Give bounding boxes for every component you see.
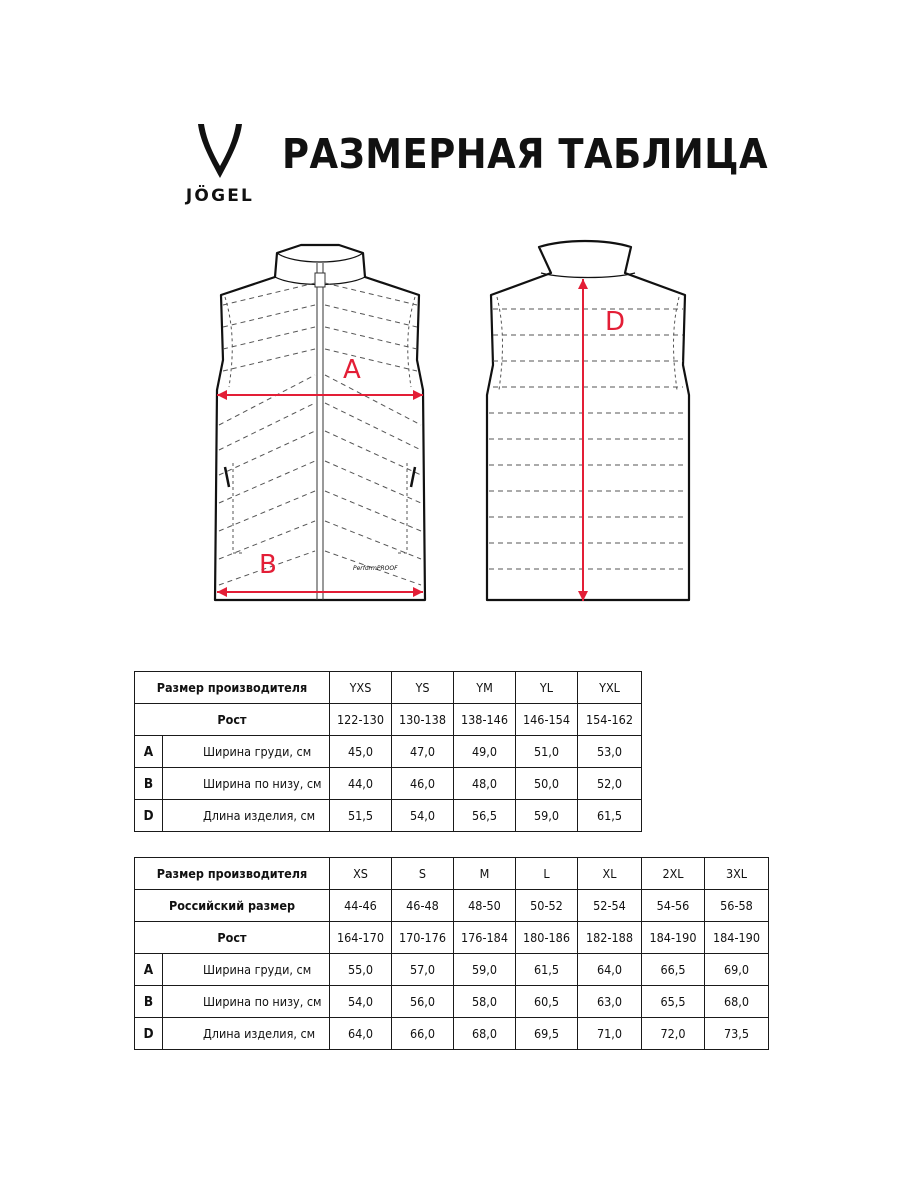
table-row xyxy=(135,986,769,1018)
russian-size-cell: 46-48 xyxy=(392,890,454,922)
label-b: B xyxy=(259,550,277,580)
height-cell: 154-162 xyxy=(578,704,642,736)
table-row xyxy=(135,858,769,890)
label-d: D xyxy=(605,307,626,337)
value-cell: 68,0 xyxy=(454,1018,516,1050)
size-cell: YL xyxy=(516,672,578,704)
measure-letter: D xyxy=(135,800,163,832)
value-cell: 53,0 xyxy=(578,736,642,768)
russian-size-cell: 44-46 xyxy=(330,890,392,922)
value-cell: 44,0 xyxy=(330,768,392,800)
table-row xyxy=(135,736,642,768)
brand-logo xyxy=(175,122,265,212)
russian-size-cell: 56-58 xyxy=(705,890,769,922)
size-cell: XL xyxy=(578,858,642,890)
measure-label: Ширина груди, см xyxy=(163,954,330,986)
value-cell: 54,0 xyxy=(392,800,454,832)
table-row xyxy=(135,890,769,922)
russian-size-cell: 48-50 xyxy=(454,890,516,922)
table-row xyxy=(135,704,642,736)
size-cell: YXS xyxy=(330,672,392,704)
perform-proof-tag: PerformPROOF xyxy=(353,565,398,572)
height-cell: 164-170 xyxy=(330,922,392,954)
value-cell: 71,0 xyxy=(578,1018,642,1050)
table-row xyxy=(135,1018,769,1050)
brand-mark-icon xyxy=(194,122,246,180)
height-cell: 182-188 xyxy=(578,922,642,954)
size-cell: 2XL xyxy=(642,858,705,890)
height-cell: 130-138 xyxy=(392,704,454,736)
size-table-youth xyxy=(134,671,642,832)
height-label: Рост xyxy=(135,704,330,736)
value-cell: 48,0 xyxy=(454,768,516,800)
height-label: Рост xyxy=(135,922,330,954)
value-cell: 72,0 xyxy=(642,1018,705,1050)
measure-label: Ширина груди, см xyxy=(163,736,330,768)
value-cell: 51,0 xyxy=(516,736,578,768)
height-cell: 184-190 xyxy=(705,922,769,954)
header-label: Размер производителя xyxy=(135,672,330,704)
size-table-adult xyxy=(134,857,769,1050)
value-cell: 68,0 xyxy=(705,986,769,1018)
page-title: РАЗМЕРНАЯ ТАБЛИЦА xyxy=(282,130,768,178)
height-cell: 184-190 xyxy=(642,922,705,954)
value-cell: 59,0 xyxy=(516,800,578,832)
value-cell: 55,0 xyxy=(330,954,392,986)
measure-letter: B xyxy=(135,986,163,1018)
table-row xyxy=(135,800,642,832)
table-row xyxy=(135,922,769,954)
measure-letter: D xyxy=(135,1018,163,1050)
table-row xyxy=(135,672,642,704)
table-row xyxy=(135,954,769,986)
size-cell: YM xyxy=(454,672,516,704)
measure-label: Длина изделия, см xyxy=(163,1018,330,1050)
size-cell: M xyxy=(454,858,516,890)
measure-label: Ширина по низу, см xyxy=(163,986,330,1018)
value-cell: 47,0 xyxy=(392,736,454,768)
value-cell: 50,0 xyxy=(516,768,578,800)
table-row xyxy=(135,768,642,800)
value-cell: 66,0 xyxy=(392,1018,454,1050)
value-cell: 66,5 xyxy=(642,954,705,986)
value-cell: 59,0 xyxy=(454,954,516,986)
value-cell: 69,5 xyxy=(516,1018,578,1050)
russian-size-cell: 50-52 xyxy=(516,890,578,922)
measure-label: Длина изделия, см xyxy=(163,800,330,832)
brand-name: JÖGEL xyxy=(185,186,255,206)
size-cell: 3XL xyxy=(705,858,769,890)
label-a: A xyxy=(343,355,361,385)
value-cell: 54,0 xyxy=(330,986,392,1018)
height-cell: 138-146 xyxy=(454,704,516,736)
height-cell: 146-154 xyxy=(516,704,578,736)
measure-letter: A xyxy=(135,954,163,986)
value-cell: 52,0 xyxy=(578,768,642,800)
vest-front-figure xyxy=(205,235,435,610)
value-cell: 61,5 xyxy=(578,800,642,832)
value-cell: 45,0 xyxy=(330,736,392,768)
height-cell: 170-176 xyxy=(392,922,454,954)
size-cell: S xyxy=(392,858,454,890)
value-cell: 63,0 xyxy=(578,986,642,1018)
size-cell: XS xyxy=(330,858,392,890)
value-cell: 58,0 xyxy=(454,986,516,1018)
value-cell: 61,5 xyxy=(516,954,578,986)
value-cell: 60,5 xyxy=(516,986,578,1018)
measure-label: Ширина по низу, см xyxy=(163,768,330,800)
value-cell: 65,5 xyxy=(642,986,705,1018)
value-cell: 57,0 xyxy=(392,954,454,986)
value-cell: 51,5 xyxy=(330,800,392,832)
height-cell: 176-184 xyxy=(454,922,516,954)
value-cell: 56,5 xyxy=(454,800,516,832)
value-cell: 64,0 xyxy=(330,1018,392,1050)
size-cell: YXL xyxy=(578,672,642,704)
russian-size-label: Российский размер xyxy=(135,890,330,922)
vest-back-figure xyxy=(475,235,695,610)
measure-letter: A xyxy=(135,736,163,768)
value-cell: 56,0 xyxy=(392,986,454,1018)
value-cell: 69,0 xyxy=(705,954,769,986)
size-cell: L xyxy=(516,858,578,890)
height-cell: 122-130 xyxy=(330,704,392,736)
value-cell: 64,0 xyxy=(578,954,642,986)
value-cell: 46,0 xyxy=(392,768,454,800)
russian-size-cell: 52-54 xyxy=(578,890,642,922)
measure-letter: B xyxy=(135,768,163,800)
value-cell: 73,5 xyxy=(705,1018,769,1050)
header-label: Размер производителя xyxy=(135,858,330,890)
value-cell: 49,0 xyxy=(454,736,516,768)
height-cell: 180-186 xyxy=(516,922,578,954)
russian-size-cell: 54-56 xyxy=(642,890,705,922)
size-cell: YS xyxy=(392,672,454,704)
